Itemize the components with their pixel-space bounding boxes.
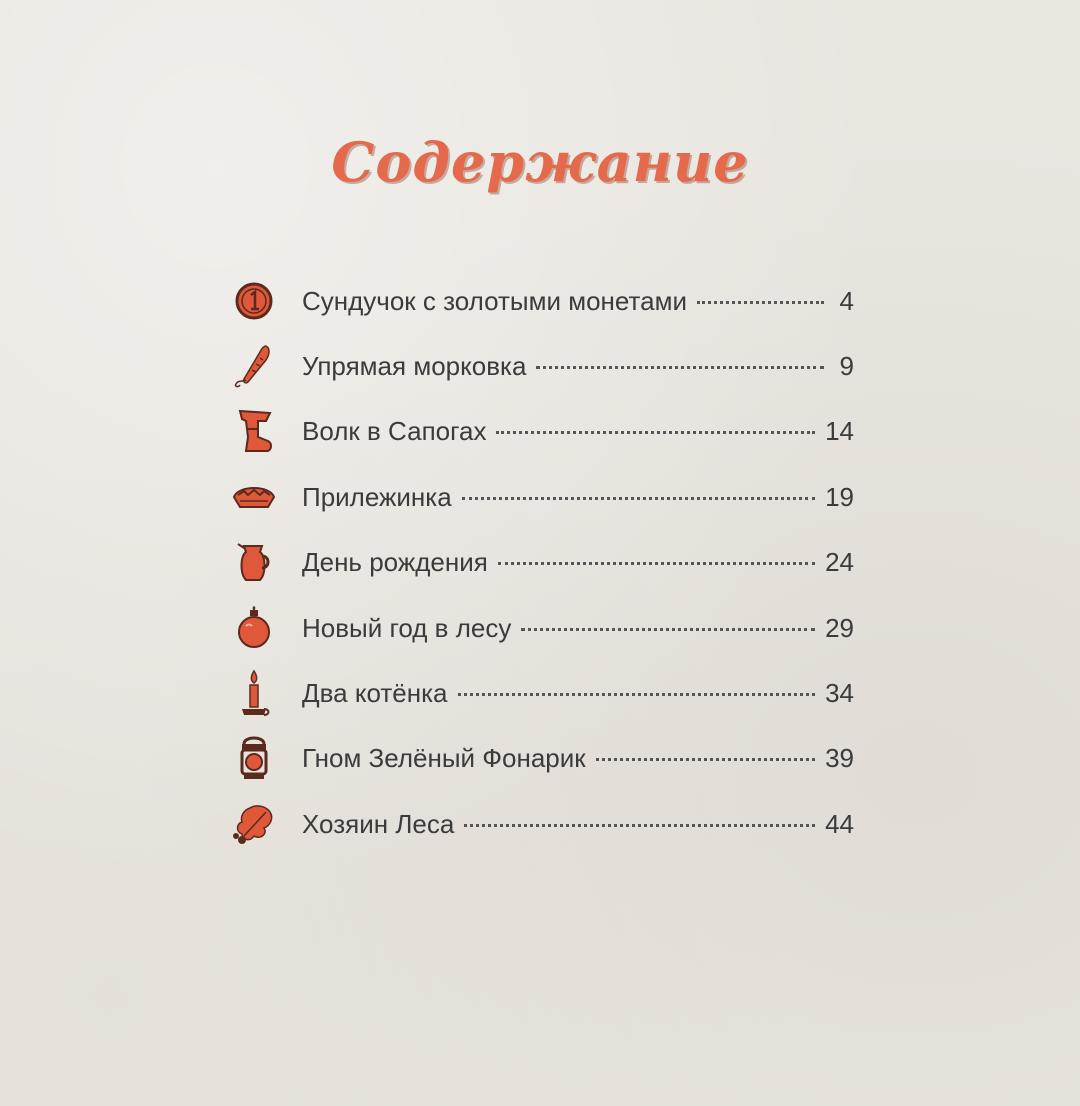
dot-leader [498, 562, 815, 565]
table-of-contents [226, 268, 854, 857]
dot-leader [462, 497, 815, 500]
dot-leader [521, 628, 815, 631]
toc-entry-page: 44 [825, 808, 854, 839]
toc-entry-title: Новый год в лесу [302, 612, 512, 643]
dot-leader [464, 824, 815, 827]
dot-leader [458, 693, 816, 696]
toc-entry-title: Хозяин Леса [302, 808, 455, 839]
toc-entry-title: Волк в Сапогах [302, 416, 487, 447]
dot-leader [596, 758, 815, 761]
toc-entry-title: День рождения [302, 547, 488, 578]
page-title: Содержание [331, 130, 749, 194]
ornament-icon [226, 600, 282, 656]
dot-leader [697, 301, 824, 304]
toc-entry[interactable] [226, 595, 854, 660]
toc-entry[interactable] [226, 791, 854, 856]
dot-leader [536, 366, 824, 369]
dot-leader [496, 431, 815, 434]
toc-entry-page: 19 [825, 481, 854, 512]
boot-icon [226, 403, 282, 459]
toc-entry[interactable] [226, 726, 854, 791]
toc-entry[interactable] [226, 399, 854, 464]
leaf-icon [226, 796, 282, 852]
toc-entry-title: Гном Зелёный Фонарик [302, 743, 586, 774]
toc-entry[interactable] [226, 464, 854, 529]
carrot-icon [226, 338, 282, 394]
toc-entry[interactable] [226, 660, 854, 725]
toc-entry-title: Прилежинка [302, 481, 452, 512]
toc-entry-title: Сундучок с золотыми монетами [302, 285, 687, 316]
coin-icon [226, 273, 282, 329]
toc-entry-title: Два котёнка [302, 678, 448, 709]
toc-entry-page: 4 [839, 285, 854, 316]
jug-icon [226, 534, 282, 590]
toc-entry-page: 39 [825, 743, 854, 774]
toc-entry[interactable] [226, 333, 854, 398]
lantern-icon [226, 730, 282, 786]
pie-icon [226, 469, 282, 525]
toc-entry-page: 14 [825, 416, 854, 447]
toc-entry[interactable] [226, 268, 854, 333]
toc-entry-page: 24 [825, 547, 854, 578]
toc-entry-title: Упрямая морковка [302, 351, 527, 382]
toc-entry[interactable] [226, 530, 854, 595]
toc-entry-page: 9 [839, 351, 854, 382]
candle-icon [226, 665, 282, 721]
toc-entry-page: 34 [825, 678, 854, 709]
toc-entry-page: 29 [825, 612, 854, 643]
